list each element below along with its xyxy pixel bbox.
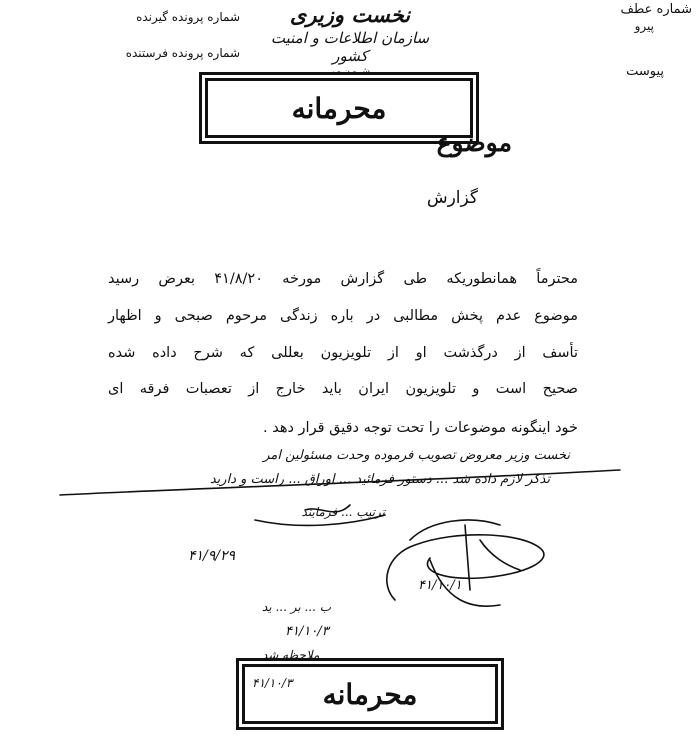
confidential-stamp-top: محرمانه <box>205 78 473 138</box>
signature-underline <box>255 505 385 525</box>
peyro-label: پیرو <box>634 19 654 33</box>
handwritten-date-2: ۴۱/۱۰/۱ <box>418 578 462 593</box>
receiver-file-label: شماره پرونده گیرنده <box>136 10 240 24</box>
atf-number-label: شماره عطف <box>620 2 692 17</box>
body-line-1: محترماً همانطوریکه طی گزارش مورخه ۴۱/۸/۲۰ بعرض رسید <box>108 271 578 287</box>
handwriting-underline <box>60 470 620 495</box>
attachment-label: پیوست <box>626 64 664 79</box>
handwritten-date-1: ۴۱/۹/۲۹ <box>188 548 236 564</box>
subject-label: موضوع <box>436 128 512 157</box>
sender-file-label: شماره پرونده فرستنده <box>125 46 240 60</box>
report-title: گزارش <box>426 188 478 208</box>
body-line-4: صحیح است و تلویزیون ایران باید خارج از تعصبات فرقه ای <box>108 381 578 397</box>
body-line-3: تأسف از درگذشت او از تلویزیون بعللی که شرح داده شده <box>108 345 578 361</box>
handwritten-note-2: تذکر لازم داده شد ... دستور فرمائید ... اوراق ... راست و دارید <box>209 472 550 487</box>
body-line-2: موضوع عدم پخش مطالبی در باره زندگی مرحوم صبحی و اظهار <box>108 308 578 324</box>
organization-title: سازمان اطلاعات و امنیت کشور <box>270 29 430 65</box>
handwritten-note-3: ترتیب ... فرمایند <box>301 505 385 519</box>
ministry-title: نخست وزیری <box>289 2 411 27</box>
handwritten-note-1: نخست وزیر معروض تصویب فرموده وحدت مسئولین امر <box>263 448 570 463</box>
body-line-5: خود اینگونه موضوعات را تحت توجه دقیق قرار دهد . <box>263 420 578 436</box>
handwritten-note-5: ملاحظه شد <box>262 648 320 662</box>
signature-flourish <box>410 520 520 590</box>
handwritten-date-3: ۴۱/۱۰/۳ <box>285 624 329 639</box>
handwritten-note-4: ب ... بر ... ید <box>262 600 332 614</box>
handwritten-date-4: ۴۱/۱۰/۳ <box>252 676 293 690</box>
confidential-stamp-bottom: محرمانه <box>242 664 498 724</box>
organization-code: ش - ن - ر <box>330 67 370 77</box>
